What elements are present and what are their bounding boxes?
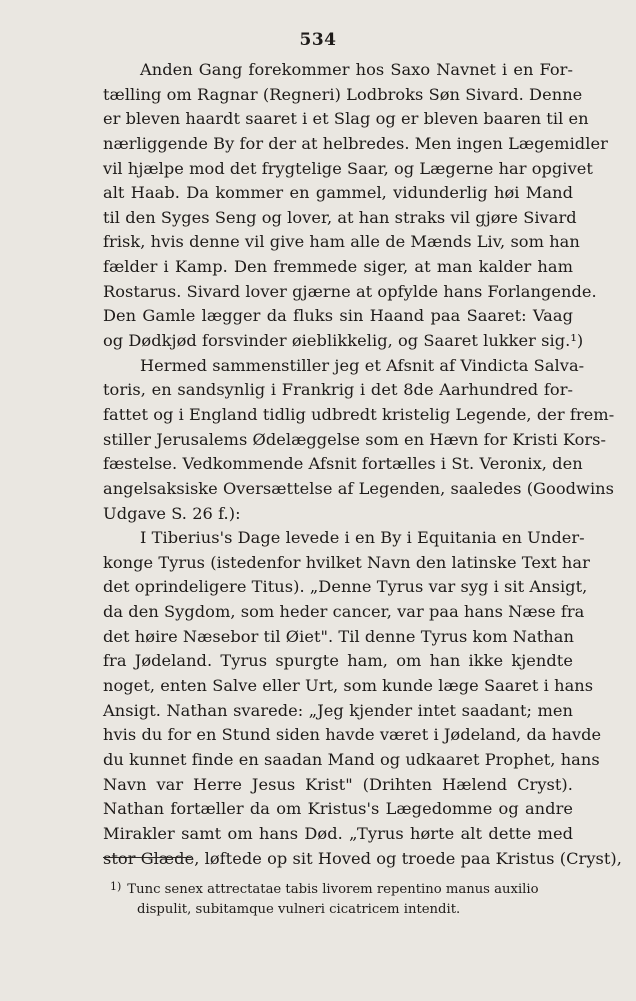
text-line: I Tiberius's Dage levede i en By i Equitania en Under- [140,528,585,548]
footnote [110,877,573,920]
text-line: det oprindeligere Titus). „Denne Tyrus var syg i sit Ansigt, [103,577,588,597]
text-line: Rostarus. Sivard lover gjærne at opfylde hans Forlangende. [103,281,597,301]
text-line: angelsaksiske Oversættelse af Legenden, saaledes (Goodwins [103,478,615,498]
text-line: fra Jødeland. Tyrus spurgte ham, om han ikke kjendte [103,651,573,671]
footnote-text: Tunc senex attrectatae tabis livorem repentino manus auxilio [127,882,539,897]
text-line: er bleven haardt saaret i et Slag og er bleven baaren til en [103,109,589,129]
body-text [103,58,622,871]
text-line: frisk, hvis denne vil give ham alle de Mænds Liv, som han [103,232,580,252]
footnote-marker: 1) [110,880,122,893]
text-line: fattet og i England tidlig udbredt kristelig Legende, der frem- [103,404,615,424]
footnote-divider [103,857,191,858]
text-line: alt Haab. Da kommer en gammel, vidunderlig høi Mand [103,183,573,203]
text-line: til den Syges Seng og lover, at han straks vil gjøre Sivard [103,207,577,227]
footnote-line [110,877,573,900]
text-line: du kunnet finde en saadan Mand og udkaaret Prophet, hans [103,749,600,769]
text-line: stiller Jerusalems Ødelæggelse som en Hævn for Kristi Kors- [103,429,607,449]
text-line: da den Sygdom, som heder cancer, var paa hans Næse fra [103,602,585,622]
text-line: og Dødkjød forsvinder øieblikkelig, og Saaret lukker sig.¹) [103,331,584,351]
text-line: fælder i Kamp. Den fremmede siger, at man kalder ham [103,257,573,277]
text-line: Hermed sammenstiller jeg et Afsnit af Vindicta Salva- [140,355,585,375]
text-line: hvis du for en Stund siden havde været i Jødeland, da havde [103,725,602,745]
text-line: Anden Gang forekommer hos Saxo Navnet i en For- [140,60,573,79]
text-line: Navn var Herre Jesus Krist" (Drihten Hælend Cryst). [103,774,573,794]
text-line: stor Glæde, løftede op sit Hoved og troede paa Kristus (Cryst), [103,848,622,868]
text-line: Ansigt. Nathan svarede: „Jeg kjender intet saadant; men [103,700,573,720]
text-line: Mirakler samt om hans Død. „Tyrus hørte alt dette med [103,823,573,843]
text-line: konge Tyrus (istedenfor hvilket Navn den latinske Text har [103,552,590,572]
text-line: Nathan fortæller da om Kristus's Lægedomme og andre [103,799,573,819]
footnote-line: dispulit, subitamque vulneri cicatricem intendit. [137,902,461,917]
text-line: vil hjælpe mod det frygtelige Saar, og Lægerne har opgivet [103,158,593,178]
text-line: det høire Næsebor til Øiet". Til denne Tyrus kom Nathan [103,626,574,646]
text-line: nærliggende By for der at helbredes. Men ingen Lægemidler [103,133,608,153]
text-line: Udgave S. 26 f.): [103,503,241,523]
text-line: Den Gamle lægger da fluks sin Haand paa Saaret: Vaag [103,306,573,326]
text-line: tælling om Ragnar (Regneri) Lodbroks Søn Sivard. Denne [103,84,583,104]
text-line: noget, enten Salve eller Urt, som kunde læge Saaret i hans [103,676,594,696]
text-line: toris, en sandsynlig i Frankrig i det 8de Aarhundred for- [103,380,573,400]
text-line: fæstelse. Vedkommende Afsnit fortælles i St. Veronix, den [103,454,583,474]
page-number: 534 [299,30,337,50]
